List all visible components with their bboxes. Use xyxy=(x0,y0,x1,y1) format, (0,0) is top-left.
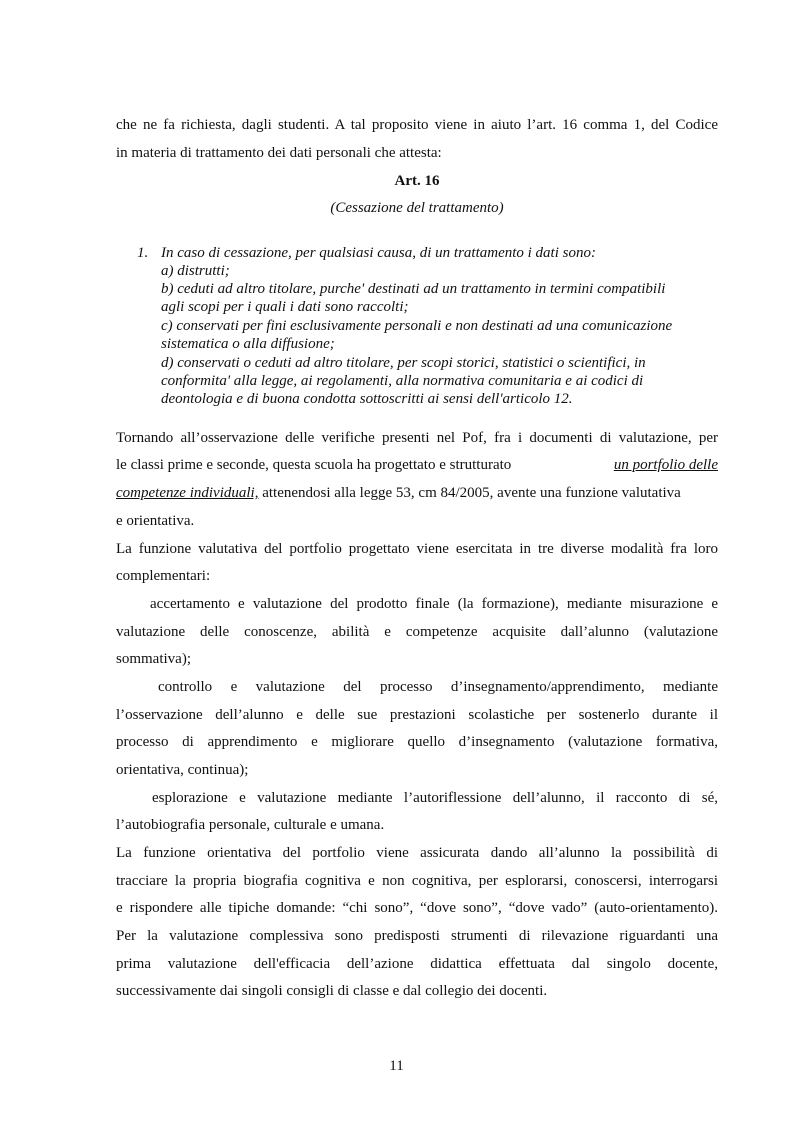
intro-line-2: in materia di trattamento dei dati personali che attesta: xyxy=(116,145,442,161)
portfolio-link-text: un portfolio delle xyxy=(613,457,718,473)
paragraph-line: e orientativa. xyxy=(116,513,195,529)
page-number: 11 xyxy=(389,1058,404,1074)
portfolio-link-text: competenze individuali, xyxy=(116,485,259,501)
paragraph-line: tracciare la propria biografia cognitiva e non cognitiva, per esplorarsi, conoscersi, interrogarsi xyxy=(116,873,718,889)
article-line: deontologia e di buona condotta sottoscritti ai sensi dell'articolo 12. xyxy=(161,391,573,407)
article-line: d) conservati o ceduti ad altro titolare, per scopi storici, statistici o scientifici, in xyxy=(161,355,646,371)
article-line: conformita' alla legge, ai regolamenti, alla normativa comunitaria e ai codici di xyxy=(161,373,644,389)
paragraph-line: Tornando all’osservazione delle verifiche presenti nel Pof, fra i documenti di valutazione, per xyxy=(116,430,718,446)
paragraph-line xyxy=(116,455,718,475)
paragraph-line xyxy=(116,483,718,503)
article-subtitle: (Cessazione del trattamento) xyxy=(330,200,504,216)
article-line: b) ceduti ad altro titolare, purche' destinati ad un trattamento in termini compatibili xyxy=(161,281,666,297)
paragraph-line: orientativa, continua); xyxy=(116,762,249,778)
paragraph-line: sommativa); xyxy=(116,651,191,667)
article-item-number: 1. xyxy=(137,245,149,261)
paragraph-line: controllo e valutazione del processo d’insegnamento/apprendimento, mediante xyxy=(158,679,718,695)
paragraph-line: Per la valutazione complessiva sono predisposti strumenti di rilevazione riguardanti una xyxy=(116,928,718,944)
paragraph-line: La funzione valutativa del portfolio progettato viene esercitata in tre diverse modalità fra loro xyxy=(116,541,718,557)
paragraph-text: attenendosi alla legge 53, cm 84/2005, avente una funzione valutativa xyxy=(258,485,681,501)
article-title: Art. 16 xyxy=(394,173,440,189)
paragraph-line: l’autobiografia personale, culturale e umana. xyxy=(116,817,385,833)
article-line: In caso di cessazione, per qualsiasi causa, di un trattamento i dati sono: xyxy=(161,245,596,261)
paragraph-line: valutazione delle conoscenze, abilità e competenze acquisite dall’alunno (valutazione xyxy=(116,624,718,640)
paragraph-line: successivamente dai singoli consigli di classe e dal collegio dei docenti. xyxy=(116,983,548,999)
article-line: sistematica o alla diffusione; xyxy=(161,336,335,352)
paragraph-line: La funzione orientativa del portfolio viene assicurata dando all’alunno la possibilità di xyxy=(116,845,718,861)
paragraph-line: l’osservazione dell’alunno e delle sue prestazioni scolastiche per sostenerlo durante il xyxy=(116,707,718,723)
paragraph-line: accertamento e valutazione del prodotto finale (la formazione), mediante misurazione e xyxy=(150,596,718,612)
article-line: c) conservati per fini esclusivamente personali e non destinati ad una comunicazione xyxy=(161,318,673,334)
article-line: agli scopi per i quali i dati sono raccolti; xyxy=(161,299,409,315)
paragraph-text: le classi prime e seconde, questa scuola ha progettato e strutturato xyxy=(116,457,512,473)
intro-line-1: che ne fa richiesta, dagli studenti. A tal proposito viene in aiuto l’art. 16 comma 1, del Codice xyxy=(116,117,718,133)
paragraph-line: processo di apprendimento e migliorare quello d’insegnamento (valutazione formativa, xyxy=(116,734,718,750)
article-line: a) distrutti; xyxy=(161,263,230,279)
paragraph-line: prima valutazione dell'efficacia dell’azione didattica effettuata dal singolo docente, xyxy=(116,956,718,972)
paragraph-line: esplorazione e valutazione mediante l’autoriflessione dell’alunno, il racconto di sé, xyxy=(152,790,718,806)
paragraph-line: complementari: xyxy=(116,568,211,584)
paragraph-line: e rispondere alle tipiche domande: “chi sono”, “dove sono”, “dove vado” (auto-orientamento). xyxy=(116,900,718,916)
